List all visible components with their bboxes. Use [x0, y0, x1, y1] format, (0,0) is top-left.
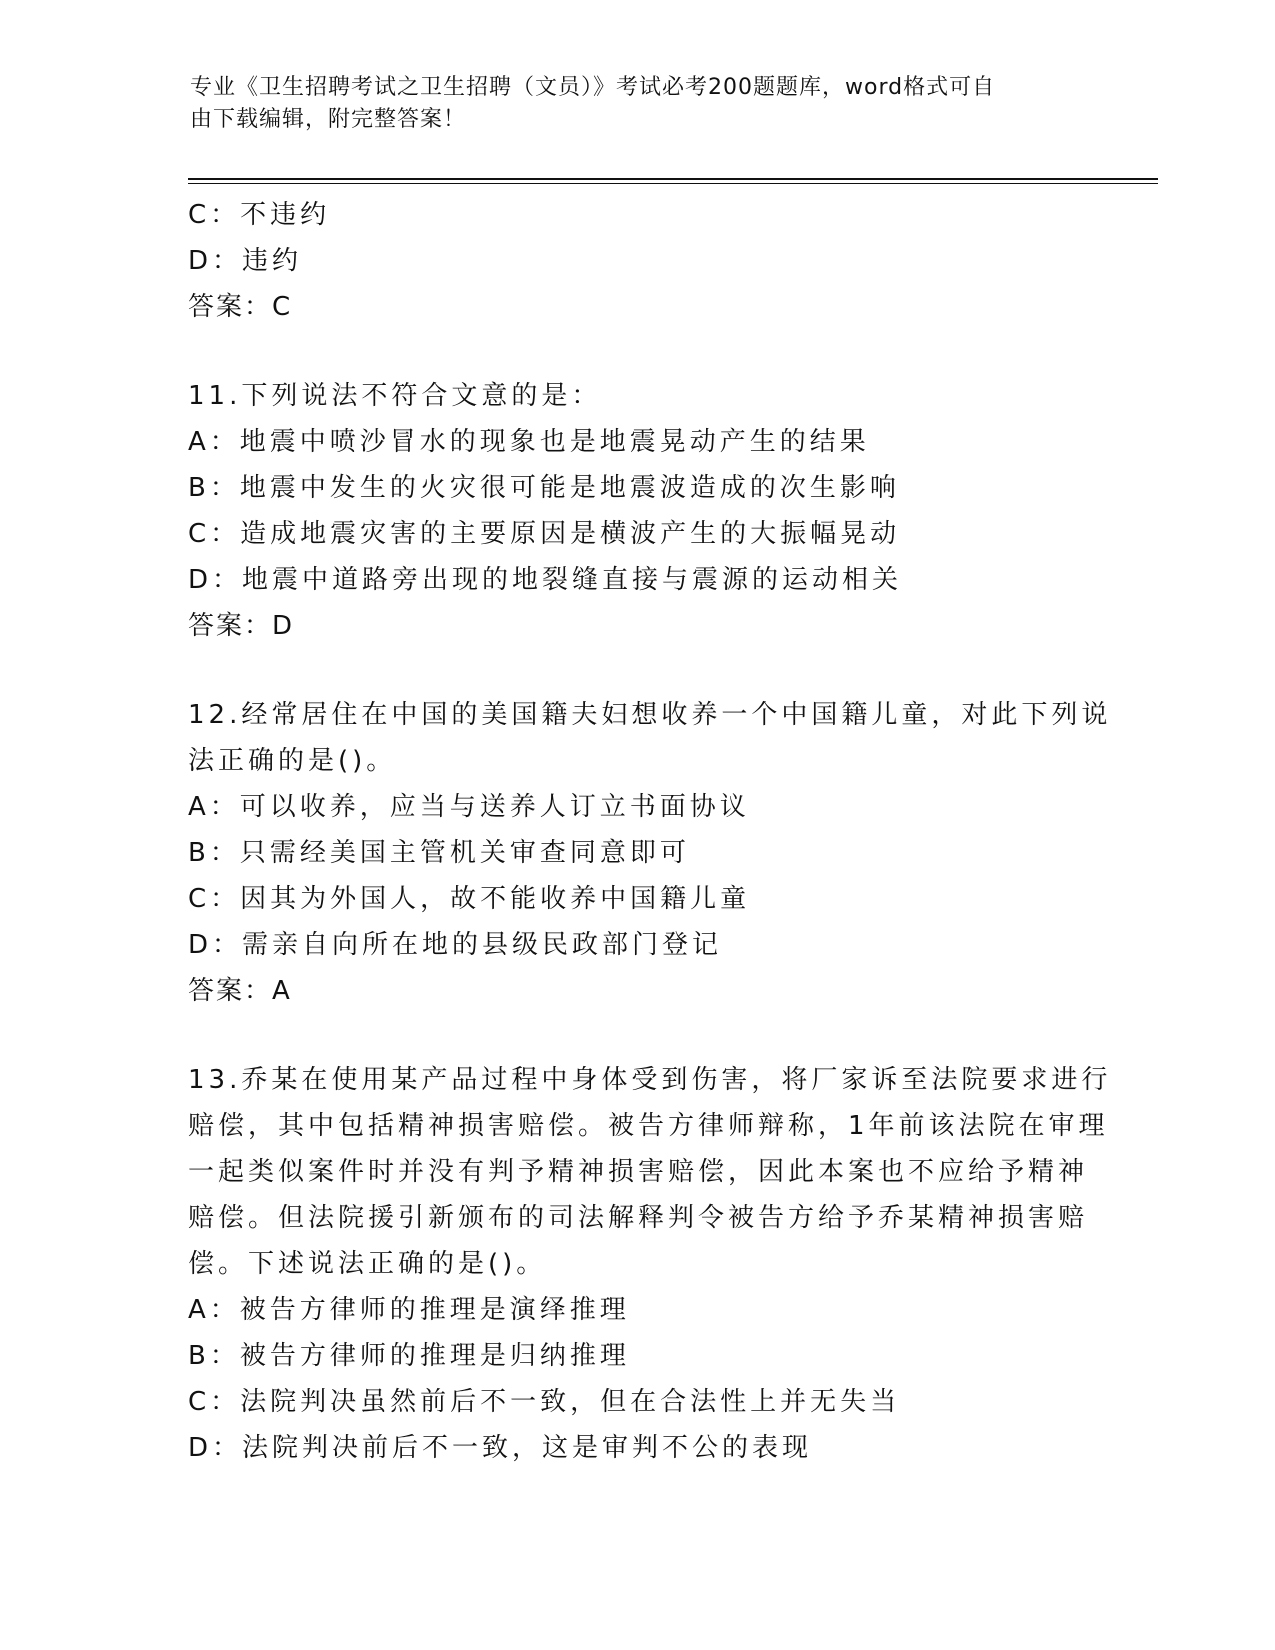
option-d: D：法院判决前后不一致，这是审判不公的表现	[188, 1433, 813, 1463]
option-d: D：违约	[188, 246, 303, 276]
question-11	[188, 373, 1088, 649]
option-a: A：被告方律师的推理是演绎推理	[188, 1295, 630, 1325]
option-c: C：不违约	[188, 200, 331, 230]
question-stem-line-4: 赔偿。但法院援引新颁布的司法解释判令被告方给予乔某精神损害赔	[188, 1203, 1089, 1233]
option-a: A：可以收养，应当与送养人订立书面协议	[188, 792, 750, 822]
question-stem-line-1: 12.经常居住在中国的美国籍夫妇想收养一个中国籍儿童，对此下列说	[188, 700, 1112, 730]
question-10-continued	[188, 192, 1088, 330]
question-stem-line-3: 一起类似案件时并没有判予精神损害赔偿，因此本案也不应给予精神	[188, 1157, 1089, 1187]
option-c: C：造成地震灾害的主要原因是横波产生的大振幅晃动	[188, 519, 901, 549]
option-c: C：法院判决虽然前后不一致，但在合法性上并无失当	[188, 1387, 901, 1417]
question-stem: 11.下列说法不符合文意的是：	[188, 381, 602, 411]
header-divider-thick	[188, 178, 1158, 180]
header-title-line-1: 专业《卫生招聘考试之卫生招聘（文员）》考试必考200题题库，word格式可自	[190, 75, 996, 100]
question-stem-line-5: 偿。下述说法正确的是()。	[188, 1249, 547, 1279]
answer-line: 答案：A	[188, 976, 292, 1006]
question-list	[188, 192, 1112, 1471]
document-header	[190, 72, 1090, 136]
question-stem-line-1: 13.乔某在使用某产品过程中身体受到伤害，将厂家诉至法院要求进行	[188, 1065, 1112, 1095]
header-divider-thin	[188, 183, 1158, 184]
option-b: B：地震中发生的火灾很可能是地震波造成的次生影响	[188, 473, 900, 503]
answer-line: 答案：D	[188, 611, 295, 641]
option-a: A：地震中喷沙冒水的现象也是地震晃动产生的结果	[188, 427, 870, 457]
option-b: B：被告方律师的推理是归纳推理	[188, 1341, 630, 1371]
header-title-line-2: 由下载编辑，附完整答案！	[190, 107, 467, 132]
option-d: D：需亲自向所在地的县级民政部门登记	[188, 930, 723, 960]
option-b: B：只需经美国主管机关审查同意即可	[188, 838, 690, 868]
option-c: C：因其为外国人，故不能收养中国籍儿童	[188, 884, 751, 914]
question-13	[188, 1057, 1112, 1471]
question-12	[188, 692, 1112, 1014]
answer-line: 答案：C	[188, 292, 293, 322]
question-stem-line-2: 法正确的是()。	[188, 746, 397, 776]
question-stem-line-2: 赔偿，其中包括精神损害赔偿。被告方律师辩称，1年前该法院在审理	[188, 1111, 1109, 1141]
option-d: D：地震中道路旁出现的地裂缝直接与震源的运动相关	[188, 565, 903, 595]
